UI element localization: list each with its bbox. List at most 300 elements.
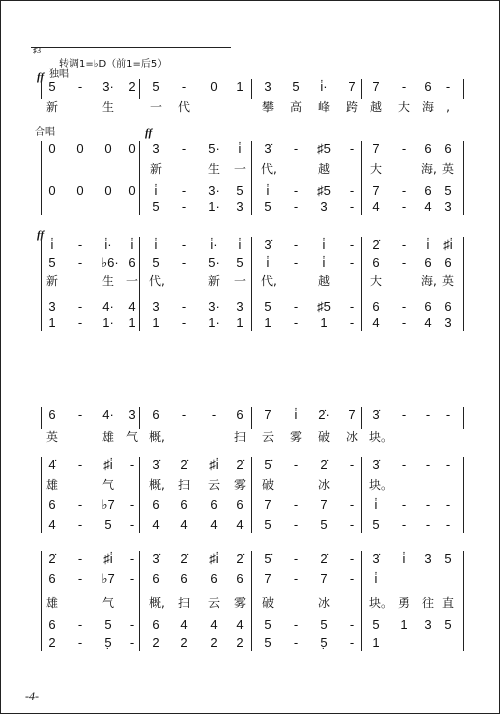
note: 3 (152, 141, 160, 156)
note: - (349, 141, 355, 156)
note: 5· (208, 141, 220, 156)
note: 0 (104, 183, 112, 198)
lyric-syllable: 破 (261, 478, 274, 492)
note: 6 (152, 571, 160, 586)
note: i̇ (294, 407, 298, 422)
note: - (293, 617, 299, 632)
note: - (349, 635, 355, 650)
notation-line (1, 141, 499, 157)
lyric-syllable: 生 (101, 274, 114, 288)
note: - (77, 571, 83, 586)
note: - (293, 141, 299, 156)
note: 5 (48, 79, 56, 94)
note: i̇ (238, 141, 242, 156)
lyric-line (1, 595, 499, 611)
lyric-syllable: 新 (149, 162, 162, 176)
barline (139, 551, 140, 651)
lyric-syllable: 直 (441, 596, 454, 610)
note: i̇ (374, 571, 378, 586)
note: - (293, 517, 299, 532)
barline (251, 407, 252, 429)
note: 3 (48, 299, 56, 314)
note: 6 (372, 299, 380, 314)
note: 0 (128, 183, 136, 198)
note: - (293, 237, 299, 252)
note: 5 (264, 299, 272, 314)
lyric-syllable: 破 (261, 596, 274, 610)
note: 6 (444, 141, 452, 156)
note: - (181, 183, 187, 198)
barline (361, 79, 362, 99)
note: - (349, 199, 355, 214)
note: ♯5 (317, 141, 331, 156)
note: 6 (444, 255, 452, 270)
note: 5 (444, 551, 452, 566)
note: 6 (424, 299, 432, 314)
note: 3̇ (152, 551, 160, 566)
note: - (401, 315, 407, 330)
barline (41, 141, 42, 215)
note: 5 (48, 255, 56, 270)
note: - (293, 199, 299, 214)
note: i̇ (154, 183, 158, 198)
lyric-syllable: 生 (207, 162, 220, 176)
note: - (349, 497, 355, 512)
note: - (445, 517, 451, 532)
note: 5̣ (104, 635, 112, 650)
note: - (129, 497, 135, 512)
note: 6 (180, 571, 188, 586)
note: - (181, 199, 187, 214)
note: - (211, 407, 217, 422)
note: 4 (424, 199, 432, 214)
note: ♯i̇ (209, 457, 219, 472)
lyric-syllable: 云 (207, 478, 220, 492)
lyric-syllable: 海 (421, 100, 434, 114)
note: i̇ (374, 497, 378, 512)
note: 5 (104, 517, 112, 532)
note: 6 (444, 299, 452, 314)
lyric-syllable: 概, (149, 478, 165, 492)
note: 6 (424, 141, 432, 156)
barline (463, 407, 464, 429)
note: 5̇ (264, 551, 272, 566)
lyric-syllable: 块。 (369, 430, 394, 444)
note: 4 (210, 617, 218, 632)
note: 6 (424, 79, 432, 94)
note: 5 (372, 617, 380, 632)
note: 3 (128, 407, 136, 422)
note: 1 (264, 315, 272, 330)
note: ♯i̇ (103, 551, 113, 566)
note: - (401, 79, 407, 94)
note: 5 (152, 255, 160, 270)
note: - (181, 79, 187, 94)
note: 3̇ (152, 457, 160, 472)
lyric-syllable: 云 (261, 430, 274, 444)
note: 4 (152, 517, 160, 532)
note: - (349, 571, 355, 586)
note: 5̇ (264, 457, 272, 472)
note: 2 (128, 79, 136, 94)
note: - (77, 635, 83, 650)
note: - (129, 457, 135, 472)
corner-mark: ♯3 (33, 46, 41, 55)
note: 7 (264, 407, 272, 422)
note: 4 (128, 299, 136, 314)
note: - (181, 141, 187, 156)
note: - (129, 551, 135, 566)
note: 5 (320, 617, 328, 632)
note: 6 (236, 497, 244, 512)
note: 4 (236, 617, 244, 632)
dynamic-marking-tutti: ff (37, 229, 45, 241)
note: 7 (264, 497, 272, 512)
lyric-syllable: 冰 (345, 430, 358, 444)
note: 3̇ (372, 457, 380, 472)
note: 5 (444, 617, 452, 632)
note: - (181, 255, 187, 270)
note: 5 (236, 255, 244, 270)
lyric-syllable: 海, (421, 274, 437, 288)
lyric-syllable: 代, (261, 274, 277, 288)
note: 3 (444, 315, 452, 330)
lyric-syllable: 块。 (369, 596, 394, 610)
lyric-line (1, 161, 499, 177)
lyric-syllable: 扫 (233, 430, 246, 444)
note: 3· (102, 79, 114, 94)
note: - (425, 457, 431, 472)
chorus-label: 合唱 (35, 127, 55, 138)
note: - (349, 617, 355, 632)
note: - (445, 79, 451, 94)
note: - (445, 497, 451, 512)
note: 4 (48, 517, 56, 532)
note: 7 (320, 497, 328, 512)
barline (361, 457, 362, 533)
lyric-syllable: 雾 (289, 430, 302, 444)
note: - (425, 407, 431, 422)
barline (463, 79, 464, 99)
note: i̇ (402, 551, 406, 566)
note: 3 (264, 79, 272, 94)
note: - (349, 255, 355, 270)
barline (139, 141, 140, 215)
barline (139, 407, 140, 429)
note: - (77, 79, 83, 94)
note: i̇ (238, 237, 242, 252)
lyric-syllable: , (446, 100, 450, 114)
note: 6 (236, 407, 244, 422)
note: 4 (180, 517, 188, 532)
note: 2̇ (48, 551, 56, 566)
notation-line (1, 457, 499, 473)
barline (361, 237, 362, 331)
note: 3̇ (264, 237, 272, 252)
lyric-syllable: 扫 (177, 478, 190, 492)
lyric-syllable: 代, (261, 162, 277, 176)
note: - (401, 237, 407, 252)
key-change-instruction: 转调1=♭D（前1=后5） (59, 59, 168, 70)
lyric-syllable: 冰 (317, 596, 330, 610)
lyric-line (1, 273, 499, 289)
lyric-syllable: 雾 (233, 596, 246, 610)
note: 2̇· (318, 407, 330, 422)
barline (251, 237, 252, 331)
lyric-syllable: 一 (149, 100, 162, 114)
barline (41, 237, 42, 331)
note: - (401, 199, 407, 214)
note: 3 (236, 199, 244, 214)
page-number: -4- (25, 689, 39, 703)
note: 1 (236, 315, 244, 330)
note: - (181, 407, 187, 422)
note: 5 (444, 183, 452, 198)
note: - (349, 315, 355, 330)
note: 1 (236, 79, 244, 94)
barline (463, 141, 464, 215)
notation-line (1, 551, 499, 567)
note: 7 (320, 571, 328, 586)
note: 4 (372, 315, 380, 330)
notation-line (1, 299, 499, 315)
note: 2 (152, 635, 160, 650)
notation-line (1, 183, 499, 199)
lyric-syllable: 新 (45, 274, 58, 288)
note: i̇ (426, 237, 430, 252)
lyric-syllable: 越 (317, 274, 330, 288)
note: - (293, 299, 299, 314)
note: - (401, 183, 407, 198)
note: - (77, 497, 83, 512)
lyric-syllable: 扫 (177, 596, 190, 610)
note: 4 (236, 517, 244, 532)
lyric-syllable: 破 (317, 430, 330, 444)
note: i̇ (154, 237, 158, 252)
note: - (77, 255, 83, 270)
note: 5 (152, 199, 160, 214)
lyric-syllable: 大 (369, 162, 382, 176)
lyric-syllable: 大 (397, 100, 410, 114)
lyric-syllable: 往 (421, 596, 434, 610)
note: 7 (348, 407, 356, 422)
note: 4̇ (48, 457, 56, 472)
note: 0 (76, 141, 84, 156)
lyric-syllable: 海, (421, 162, 437, 176)
barline (361, 407, 362, 429)
note: 4 (180, 617, 188, 632)
lyric-syllable: 冰 (317, 478, 330, 492)
note: 7 (348, 79, 356, 94)
header-rule (31, 47, 231, 48)
note: - (425, 497, 431, 512)
barline (139, 457, 140, 533)
note: - (445, 407, 451, 422)
barline (361, 141, 362, 215)
note: i̇ (266, 255, 270, 270)
barline (251, 457, 252, 533)
barline (251, 79, 252, 99)
note: 3 (320, 199, 328, 214)
note: 3· (208, 183, 220, 198)
barline (139, 79, 140, 99)
note: - (401, 255, 407, 270)
notation-line (1, 407, 499, 423)
lyric-syllable: 雄 (45, 596, 58, 610)
dynamic-marking-solo: ff (37, 71, 45, 83)
note: 1· (102, 315, 114, 330)
note: i̇ (50, 237, 54, 252)
note: - (129, 517, 135, 532)
note: - (129, 571, 135, 586)
notation-line (1, 635, 499, 651)
note: 6 (152, 407, 160, 422)
note: - (401, 517, 407, 532)
note: 3̇ (264, 141, 272, 156)
note: 5 (372, 517, 380, 532)
note: 6 (236, 571, 244, 586)
dynamic-marking-chorus: ff (145, 127, 153, 139)
note: 3 (444, 199, 452, 214)
note: 4 (424, 315, 432, 330)
note: - (401, 141, 407, 156)
note: 6 (152, 497, 160, 512)
notation-line (1, 237, 499, 253)
note: i̇· (320, 79, 328, 94)
notation-line (1, 79, 499, 95)
note: 5 (320, 517, 328, 532)
note: 0 (210, 79, 218, 94)
lyric-syllable: 越 (369, 100, 382, 114)
note: 0 (128, 141, 136, 156)
note: 3 (424, 551, 432, 566)
note: i̇ (130, 237, 134, 252)
note: 6 (210, 497, 218, 512)
note: ♯5 (317, 299, 331, 314)
note: - (77, 237, 83, 252)
note: - (129, 635, 135, 650)
note: 2 (210, 635, 218, 650)
note: - (77, 315, 83, 330)
note: ♭6· (101, 255, 119, 270)
lyric-syllable: 代 (177, 100, 190, 114)
note: - (77, 517, 83, 532)
note: 6 (152, 617, 160, 632)
note: 2̇ (372, 237, 380, 252)
note: 0 (48, 141, 56, 156)
note: 2 (236, 635, 244, 650)
lyric-syllable: 一 (125, 274, 138, 288)
barline (41, 457, 42, 533)
note: - (445, 457, 451, 472)
note: - (181, 299, 187, 314)
note: 5 (264, 199, 272, 214)
note: ♯5 (317, 183, 331, 198)
note: 3̇ (372, 407, 380, 422)
note: 4 (210, 517, 218, 532)
notation-line (1, 617, 499, 633)
note: 0 (76, 183, 84, 198)
lyric-syllable: 大 (369, 274, 382, 288)
note: - (293, 551, 299, 566)
note: 2̇ (320, 457, 328, 472)
note: 3· (208, 299, 220, 314)
note: 5 (104, 617, 112, 632)
note: 6 (48, 617, 56, 632)
note: 1 (320, 315, 328, 330)
note: - (77, 457, 83, 472)
note: 1 (152, 315, 160, 330)
barline (463, 457, 464, 533)
note: 0 (104, 141, 112, 156)
note: - (77, 551, 83, 566)
lyric-line (1, 429, 499, 445)
lyric-syllable: 一 (233, 162, 246, 176)
note: i̇ (322, 237, 326, 252)
note: 7 (372, 183, 380, 198)
note: - (293, 635, 299, 650)
note: - (349, 237, 355, 252)
note: - (293, 457, 299, 472)
note: 5 (236, 183, 244, 198)
note: 7 (372, 79, 380, 94)
note: 5 (264, 635, 272, 650)
note: 6 (48, 407, 56, 422)
note: 1 (372, 635, 380, 650)
lyric-syllable: 雄 (101, 430, 114, 444)
lyric-syllable: 越 (317, 162, 330, 176)
note: - (129, 617, 135, 632)
note: 5 (264, 517, 272, 532)
note: - (349, 183, 355, 198)
lyric-syllable: 新 (45, 100, 58, 114)
note: - (349, 457, 355, 472)
note: 3 (236, 299, 244, 314)
note: ♭7 (101, 571, 115, 586)
note: ♭7 (101, 497, 115, 512)
lyric-syllable: 英 (441, 162, 454, 176)
note: ♯i̇ (209, 551, 219, 566)
note: 2 (48, 635, 56, 650)
note: - (77, 617, 83, 632)
note: - (349, 551, 355, 566)
note: i̇ (266, 183, 270, 198)
lyric-syllable: 英 (441, 274, 454, 288)
note: 4· (102, 299, 114, 314)
lyric-syllable: 概, (149, 430, 165, 444)
note: 2̇ (180, 551, 188, 566)
note: ♯i̇ (103, 457, 113, 472)
note: 6 (48, 571, 56, 586)
note: - (349, 517, 355, 532)
lyric-syllable: 云 (207, 596, 220, 610)
lyric-syllable: 代, (149, 274, 165, 288)
lyric-line (1, 99, 499, 115)
lyric-syllable: 峰 (317, 100, 330, 114)
note: - (401, 407, 407, 422)
lyric-syllable: 勇 (397, 596, 410, 610)
note: 1 (128, 315, 136, 330)
lyric-syllable: 雾 (233, 478, 246, 492)
lyric-syllable: 攀 (261, 100, 274, 114)
note: 2 (180, 635, 188, 650)
note: - (293, 315, 299, 330)
note: 4· (102, 407, 114, 422)
lyric-syllable: 气 (101, 478, 114, 492)
note: 1· (208, 315, 220, 330)
note: i̇ (322, 255, 326, 270)
lyric-syllable: 块。 (369, 478, 394, 492)
